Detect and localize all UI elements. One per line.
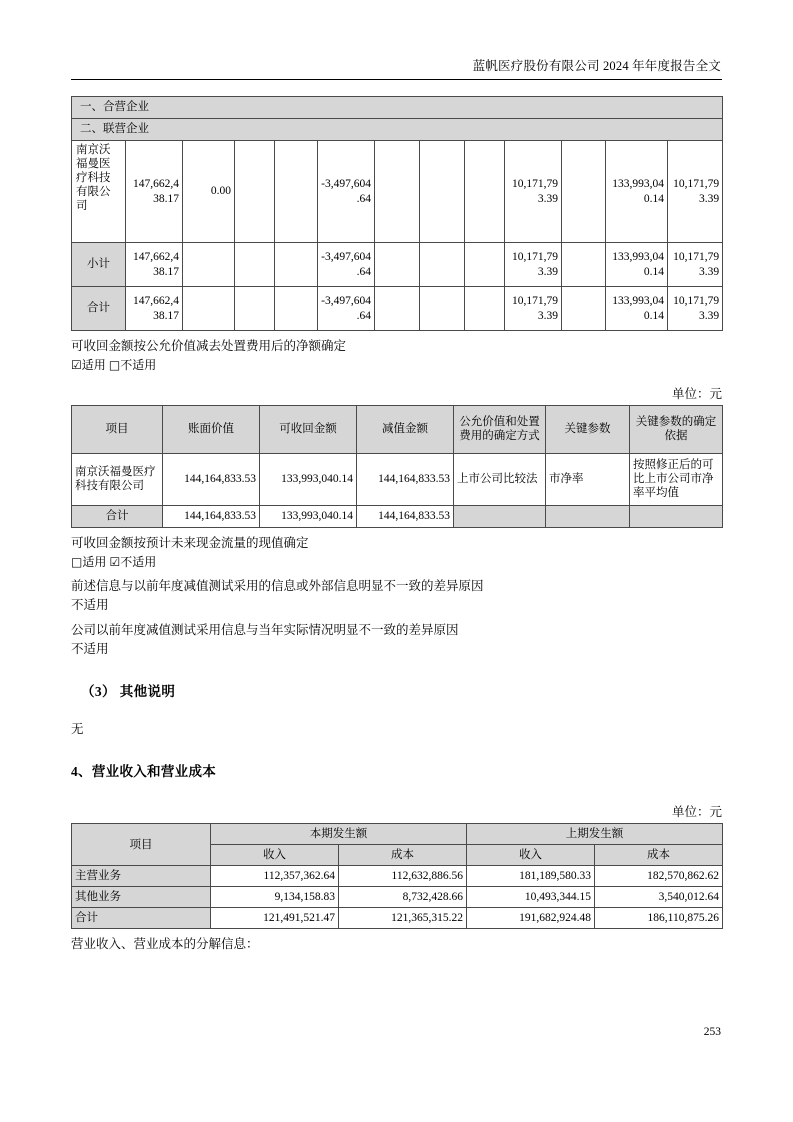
section-heading-other-notes: （3） 其他说明 [81, 684, 176, 699]
page-content [71, 96, 722, 954]
cell-other-column [562, 243, 606, 287]
cell-reduced-investment [235, 141, 275, 243]
header-impairment-amount: 减值金额 [357, 405, 454, 453]
cell-impairment-provision [465, 287, 505, 331]
header-key-parameter: 关键参数 [546, 405, 630, 453]
cell-closing-impairment: 10,171,793.39 [668, 243, 723, 287]
cell-impairment-provision [465, 243, 505, 287]
cell-previous-cost: 3,540,012.64 [595, 887, 723, 908]
cell-previous-cost: 182,570,862.62 [595, 866, 723, 887]
table-row [72, 287, 723, 331]
note2-question: 公司以前年度减值测试采用信息与当年实际情况明显不一致的差异原因 [71, 622, 459, 637]
header-previous-cost: 成本 [595, 845, 723, 866]
cell-other-column [562, 141, 606, 243]
cell-previous-revenue: 191,682,924.48 [467, 908, 595, 929]
cashflow-heading: 可收回金额按预计未来现金流量的现值确定 [71, 535, 309, 550]
note2-answer: 不适用 [71, 641, 109, 656]
table-row [72, 453, 723, 505]
other-notes-body: 无 [71, 722, 84, 736]
group-label-joint-ventures: 一、合营企业 [72, 97, 723, 119]
revenue-cost-table [71, 823, 723, 929]
cell-entity-name: 南京沃福曼医疗科技有限公司 [72, 141, 126, 243]
table-row [72, 505, 723, 527]
cell-previous-cost: 186,110,875.26 [595, 908, 723, 929]
cell-additional-investment [183, 243, 235, 287]
cell-previous-revenue: 10,493,344.15 [467, 887, 595, 908]
checkbox-applicable-checked[interactable]: ☑适用 [71, 358, 106, 373]
cell-equity-method-gain [275, 141, 318, 243]
cell-additional-investment: 0.00 [183, 141, 235, 243]
cell-current-cost: 121,365,315.22 [339, 908, 467, 929]
cell-impairment-amount: 144,164,833.53 [357, 505, 454, 527]
cell-closing-balance: 133,993,040.14 [606, 141, 668, 243]
cell-opening-balance: 147,662,438.17 [126, 287, 183, 331]
header-rule [71, 79, 722, 80]
section-heading-revenue: 4、营业收入和营业成本 [71, 764, 217, 780]
page-number: 253 [703, 1026, 721, 1038]
table-row [72, 243, 723, 287]
table-row [72, 141, 723, 243]
fair-value-heading: 可收回金额按公允价值减去处置费用后的净额确定 [71, 339, 347, 353]
running-header: 蓝帆医疗股份有限公司 2024 年年度报告全文 [472, 59, 721, 73]
fair-value-checkbox-line [71, 357, 722, 374]
header-current-revenue: 收入 [211, 845, 339, 866]
cashflow-checkbox-line [71, 554, 722, 571]
table-header-row [72, 824, 723, 845]
cell-book-value: 144,164,833.53 [163, 505, 260, 527]
table-row-group-associate [72, 119, 723, 141]
cell-impairment-provision [465, 141, 505, 243]
header-previous-period: 上期发生额 [467, 824, 723, 845]
cell-total-label: 合计 [72, 908, 211, 929]
cell-total-label: 合计 [72, 505, 163, 527]
table-header-row [72, 405, 723, 453]
cell-other-comprehensive-income: -3,497,604.64 [318, 287, 375, 331]
cell-recoverable-amount: 133,993,040.14 [260, 453, 357, 505]
cell-current-cost: 8,732,428.66 [339, 887, 467, 908]
unit-label-revenue: 单位：元 [671, 805, 722, 820]
cell-opening-balance: 147,662,438.17 [126, 141, 183, 243]
cell-total-label: 合计 [72, 287, 126, 331]
cell-reduced-investment [235, 243, 275, 287]
cell-other-change: 10,171,793.39 [505, 287, 562, 331]
cell-other-equity-change [375, 243, 420, 287]
cell-recoverable-amount: 133,993,040.14 [260, 505, 357, 527]
header-parameter-basis: 关键参数的确定依据 [630, 405, 723, 453]
cell-declared-dividends [420, 243, 465, 287]
cell-book-value: 144,164,833.53 [163, 453, 260, 505]
header-current-cost: 成本 [339, 845, 467, 866]
spacer [71, 700, 722, 714]
cell-item-name: 其他业务 [72, 887, 211, 908]
header-book-value: 账面价值 [163, 405, 260, 453]
cell-subtotal-label: 小计 [72, 243, 126, 287]
cell-item-name: 主营业务 [72, 866, 211, 887]
cell-closing-impairment: 10,171,793.39 [668, 141, 723, 243]
revenue-footnote: 营业收入、营业成本的分解信息： [71, 937, 259, 952]
cell-determination-method: 上市公司比较法 [454, 453, 546, 505]
group-label-associates: 二、联营企业 [72, 119, 723, 141]
cell-opening-balance: 147,662,438.17 [126, 243, 183, 287]
cell-closing-balance: 133,993,040.14 [606, 243, 668, 287]
cell-additional-investment [183, 287, 235, 331]
cell-item-name: 南京沃福曼医疗科技有限公司 [72, 453, 163, 505]
table-row [72, 887, 723, 908]
header-determination-method: 公允价值和处置费用的确定方式 [454, 405, 546, 453]
table-row [72, 866, 723, 887]
cell-current-revenue: 112,357,362.64 [211, 866, 339, 887]
cell-parameter-basis [630, 505, 723, 527]
cell-other-comprehensive-income: -3,497,604.64 [318, 141, 375, 243]
cell-other-equity-change [375, 287, 420, 331]
cell-reduced-investment [235, 287, 275, 331]
spacer [71, 738, 722, 760]
investment-impairment-table [71, 96, 723, 331]
checkbox-not-applicable-checked[interactable]: ☑不适用 [109, 554, 157, 569]
cell-other-equity-change [375, 141, 420, 243]
cell-current-cost: 112,632,886.56 [339, 866, 467, 887]
header-recoverable-amount: 可收回金额 [260, 405, 357, 453]
cell-other-column [562, 287, 606, 331]
header-current-period: 本期发生额 [211, 824, 467, 845]
cell-closing-balance: 133,993,040.14 [606, 287, 668, 331]
cell-other-change: 10,171,793.39 [505, 243, 562, 287]
cell-current-revenue: 9,134,158.83 [211, 887, 339, 908]
checkbox-applicable[interactable]: □适用 [71, 554, 107, 569]
cell-other-comprehensive-income: -3,497,604.64 [318, 243, 375, 287]
header-item: 项目 [72, 405, 163, 453]
header-item: 项目 [72, 824, 211, 866]
note1-answer: 不适用 [71, 598, 109, 613]
fair-value-measurement-table [71, 405, 723, 528]
table-row-group-joint [72, 97, 723, 119]
cell-key-parameter: 市净率 [546, 453, 630, 505]
cell-closing-impairment: 10,171,793.39 [668, 287, 723, 331]
cell-equity-method-gain [275, 287, 318, 331]
cell-other-change: 10,171,793.39 [505, 141, 562, 243]
spacer [71, 658, 722, 680]
cell-previous-revenue: 181,189,580.33 [467, 866, 595, 887]
cell-impairment-amount: 144,164,833.53 [357, 453, 454, 505]
unit-label-fair-value: 单位：元 [671, 386, 722, 401]
checkbox-not-applicable[interactable]: □不适用 [108, 358, 157, 373]
cell-declared-dividends [420, 287, 465, 331]
cell-determination-method [454, 505, 546, 527]
cell-current-revenue: 121,491,521.47 [211, 908, 339, 929]
cell-equity-method-gain [275, 243, 318, 287]
note1-question: 前述信息与以前年度减值测试采用的信息或外部信息明显不一致的差异原因 [71, 579, 484, 593]
table-row [72, 908, 723, 929]
header-previous-revenue: 收入 [467, 845, 595, 866]
cell-declared-dividends [420, 141, 465, 243]
cell-key-parameter [546, 505, 630, 527]
cell-parameter-basis: 按照修正后的可比上市公司市净率平均值 [630, 453, 723, 505]
